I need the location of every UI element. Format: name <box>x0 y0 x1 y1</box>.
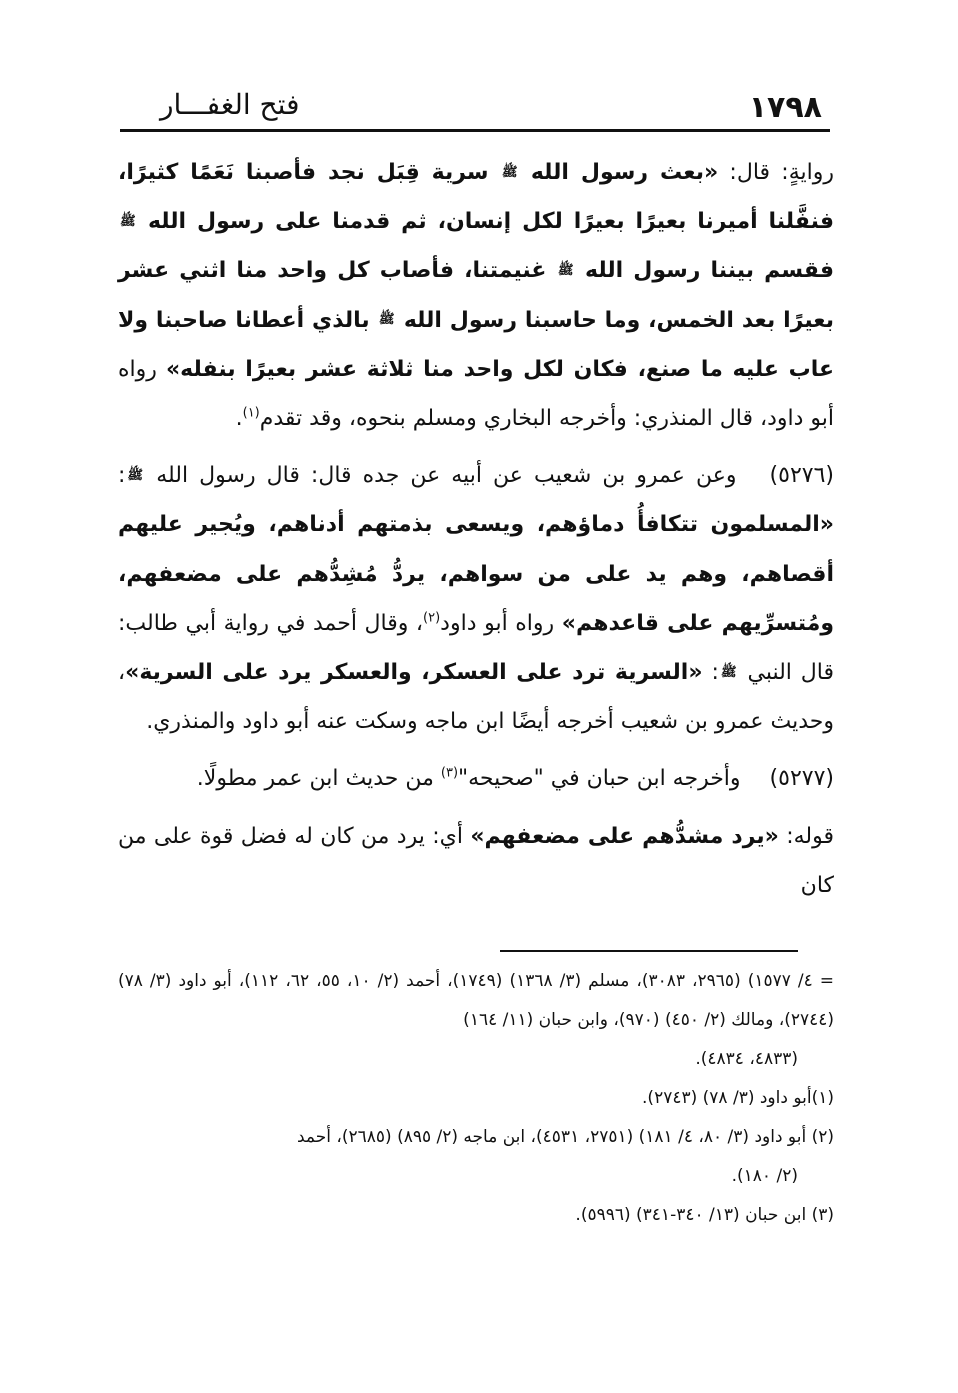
footnotes <box>118 962 834 1235</box>
footnote-2-end: (٢/ ١٨٠). <box>731 1166 798 1186</box>
paragraph-hadith-5277 <box>118 754 834 803</box>
text-segment: وعن عمرو بن شعيب عن أبيه عن جده قال: قال رسول الله <box>156 463 737 489</box>
page-header <box>120 88 830 132</box>
text-segment: رواه أبو داود، قال المنذري: وأخرجه البخاري ومسلم بنحوه، وقد تقدم <box>118 356 834 432</box>
hadith-quote: «السرية ترد على العسكر، والعسكر يرد على السرية» <box>125 660 703 686</box>
pbuh-glyph: ﷺ <box>378 312 395 328</box>
text-segment: رواه أبو داود <box>440 610 562 636</box>
footnote-ref[interactable]: (١) <box>242 405 260 421</box>
footnote-continuation: = ٤/ ١٥٧٧) (٢٩٦٥، ٣٠٨٣)، مسلم (٣/ ١٣٦٨) (١٧٤٩)، أحمد (٢/ ١٠، ٥٥، ٦٢، ١١٢)، أبو داود (٣/ ٧٨) (٢٧٤٤)، ومالك (٢/ ٤٥٠) (٩٧٠)، وابن حبان (١١/ ١٦٤) <box>118 971 835 1030</box>
text-segment: : <box>702 660 719 686</box>
hadith-quote: بالذي أعطانا صاحبنا ولا عاب عليه ما صنع، فكان لكل واحد منا ثلاثة عشر بعيرًا بنفله» <box>118 307 835 382</box>
pbuh-glyph: ﷺ <box>127 468 144 484</box>
pbuh-glyph: ﷺ <box>501 164 518 180</box>
text-segment: روايةٍ: قال: <box>718 160 834 185</box>
text-segment: ، وحديث عمرو بن شعيب أخرجه أيضًا ابن ماجه وسكت عنه أبو داود والمنذري. <box>118 660 834 735</box>
footnote-3: (٣) ابن حبان (١٣/ ٣٤٠-٣٤١) (٥٩٩٦). <box>575 1205 834 1225</box>
footnote-ref[interactable]: (٣) <box>440 766 459 782</box>
paragraph-hadith-5276 <box>118 451 834 746</box>
hadith-quote: «يرد مشدُّهم على مضعفهم» <box>470 823 779 849</box>
header-rule <box>120 129 830 132</box>
hadith-quote: «المسلمون تتكافأُ دماؤهم، ويسعى بذمتهم أدناهم، ويُجير عليهم أقصاهم، وهم يد على من سواهم، يردُّ مُشِدُّهم على مضعفهم، ومُتسرِّيهم على قاعدهم» <box>118 512 834 636</box>
page-number: ١٧٩٨ <box>748 90 822 125</box>
hadith-number: (٥٢٧٧) <box>769 766 834 792</box>
hadith-quote: «بعث رسول الله <box>530 160 719 185</box>
text-segment: : <box>118 463 126 489</box>
hadith-quote: فقسم بيننا رسول الله <box>585 258 834 284</box>
book-title: فتح الغفـــار <box>160 88 300 121</box>
text-segment: من حديث ابن عمر مطولًا. <box>196 766 441 792</box>
footnote-1: (١)أبو داود (٣/ ٧٨) (٢٧٤٣). <box>642 1088 834 1108</box>
pbuh-glyph: ﷺ <box>557 263 574 279</box>
paragraph-continuation <box>118 148 834 443</box>
text-segment: أي: يرد من كان له فضل قوة على من كان <box>118 823 834 898</box>
footnote-ref[interactable]: (٢) <box>423 610 441 626</box>
text-segment: . <box>235 406 243 432</box>
footnote-separator <box>500 950 798 952</box>
text-segment: ، وقال أحمد في رواية أبي طالب: قال النبي <box>118 610 835 686</box>
hadith-number: (٥٢٧٦) <box>769 463 834 489</box>
main-text <box>118 148 834 918</box>
text-segment: وأخرجه ابن حبان في "صحيحه" <box>458 766 741 792</box>
pbuh-glyph: ﷺ <box>120 214 136 230</box>
text-segment: قوله: <box>778 823 835 849</box>
hadith-quote: غنيمتنا، فأصاب كل واحد منا اثني عشر بعيرًا بعد الخمس، وما حاسبنا رسول الله <box>118 258 834 333</box>
footnote-2: (٢) أبو داود (٣/ ٨٠، ٤/ ١٨١) (٢٧٥١، ٤٥٣١)، ابن ماجه (٢/ ٨٩٥) (٢٦٨٥)، أحمد <box>296 1127 834 1147</box>
paragraph-commentary <box>118 812 834 910</box>
pbuh-glyph: ﷺ <box>720 664 737 680</box>
hadith-quote: سرية قِبَل نجد فأصبنا نَعَمًا كثيرًا، فنفَّلنا أميرنا بعيرًا بعيرًا لكل إنسان، ثم قدمنا على رسول الله <box>118 160 834 235</box>
footnote-continuation-end: (٤٨٣٣، ٤٨٣٤). <box>695 1049 798 1069</box>
